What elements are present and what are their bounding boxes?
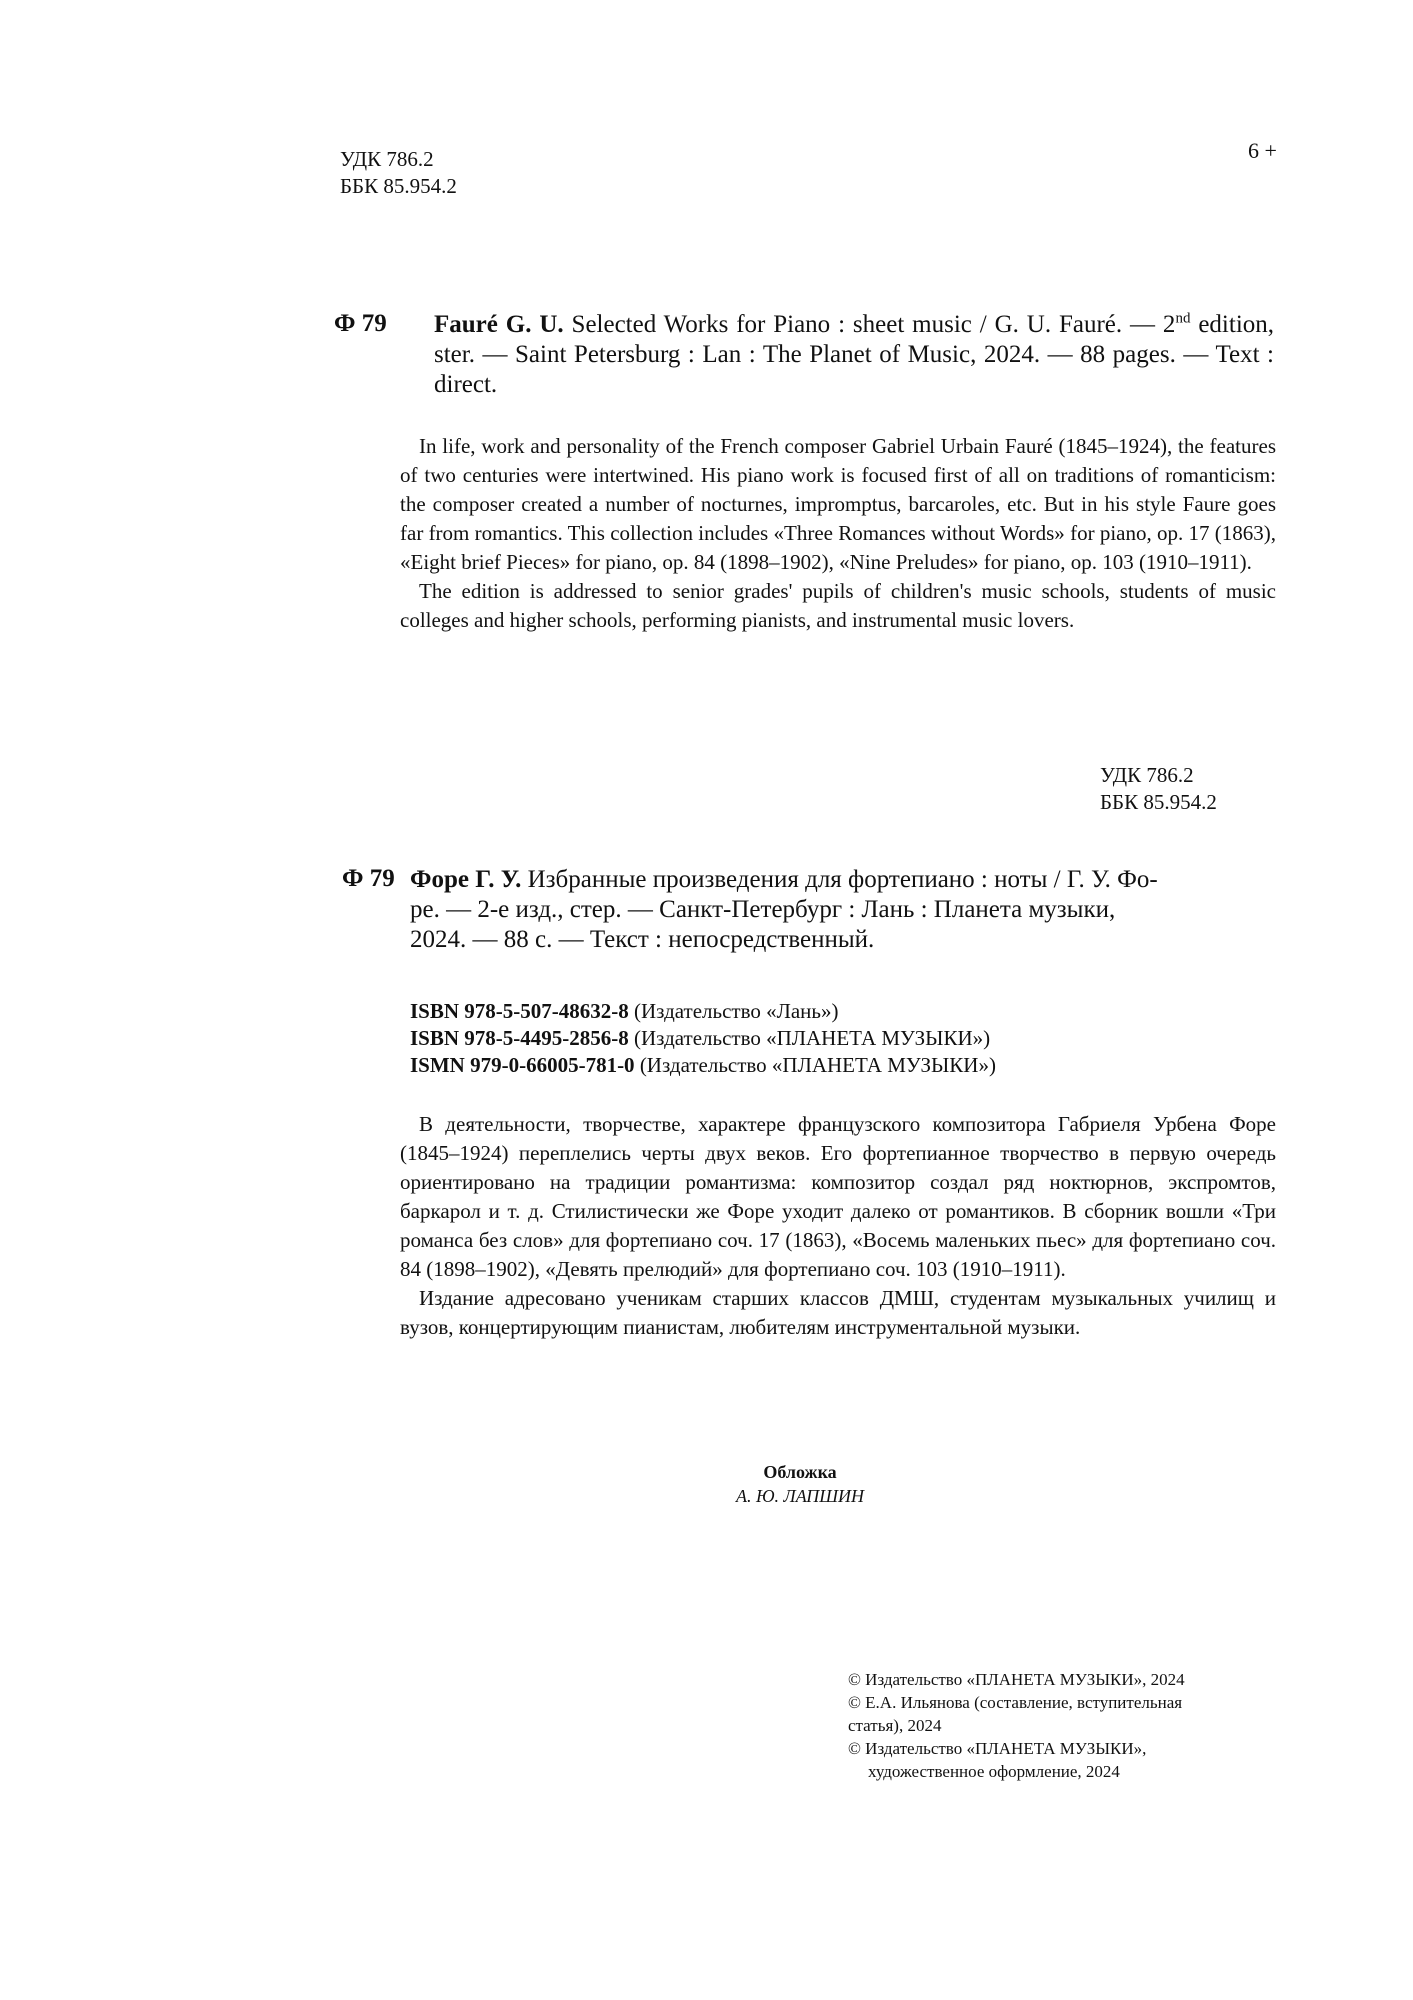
isbn-number: ISBN 978-5-507-48632-8: [410, 999, 629, 1023]
catalog-code-en: Ф 79: [334, 310, 387, 337]
abstract-ru: [400, 1110, 1276, 1342]
bbk-code-mid: ББК 85.954.2: [1100, 790, 1217, 814]
bbk-code: ББК 85.954.2: [340, 174, 457, 198]
ismn-publisher: (Издательство «ПЛАНЕТА МУЗЫКИ»): [634, 1053, 996, 1077]
imprint-en: edition, ster. — Saint Petersburg : Lan : The Planet of Music, 2024. — 88 pages. — Text : direct.: [434, 311, 1275, 398]
isbn-publisher: (Издательство «ПЛАНЕТА МУЗЫКИ»): [628, 1026, 991, 1050]
mid-classification: [1100, 762, 1217, 816]
catalog-entry-ru: [410, 865, 1266, 955]
copyright-line: статья), 2024: [848, 1716, 942, 1735]
udk-code: УДК 786.2: [340, 147, 434, 171]
abstract-ru-p2: Издание адресовано ученикам старших классов ДМШ, студентам музыкальных училищ и вузов, концертирующим пианистам, любителям инструментальной музыки.: [400, 1286, 1276, 1339]
copyright-line: художественное оформление, 2024: [868, 1762, 1120, 1781]
identifier-row: [410, 1025, 996, 1052]
title-ru-line3: 2024. — 88 с. — Текст : непосредственный.: [410, 926, 875, 953]
copyright-line: © Издательство «ПЛАНЕТА МУЗЫКИ», 2024: [848, 1670, 1185, 1689]
age-rating: 6 +: [1248, 138, 1277, 163]
title-ru-line2: ре. — 2-е изд., стер. — Санкт-Петербург : Лань : Планета музыки,: [410, 896, 1116, 923]
abstract-en-p2: The edition is addressed to senior grades' pupils of children's music schools, students of music colleges and higher schools, performing pianists, and instrumental music lovers.: [400, 579, 1276, 632]
top-classification: [340, 146, 457, 200]
catalog-code-ru: Ф 79: [342, 865, 395, 892]
udk-code-mid: УДК 786.2: [1100, 763, 1194, 787]
catalog-entry-en: [434, 310, 1274, 400]
abstract-ru-p1: В деятельности, творчестве, характере французского композитора Габриеля Урбена Форе (1845–1924) переплелись черты двух веков. Его фортепианное творчество в первую очередь ориентировано на традиции романтизма: композитор создал ряд ноктюрнов, экспромтов, баркарол и т. д. Стилистически же Форе уходит далеко от романтиков. В сборник вошли «Три романса без слов» для фортепиано соч. 17 (1863), «Восемь маленьких пьес» для фортепиано соч. 84 (1898–1902), «Девять прелюдий» для фортепиано соч. 103 (1910–1911).: [400, 1112, 1276, 1281]
copyright-line: © Е.А. Ильянова (составление, вступительная: [848, 1693, 1183, 1712]
cover-label: Обложка: [763, 1462, 837, 1482]
title-ru-line1: Избранные произведения для фортепиано : ноты / Г. У. Фо-: [521, 866, 1158, 893]
cover-designer: А. Ю. ЛАПШИН: [735, 1486, 865, 1506]
copyright-line: © Издательство «ПЛАНЕТА МУЗЫКИ»,: [848, 1739, 1147, 1758]
ismn-number: ISMN 979-0-66005-781-0: [410, 1053, 635, 1077]
edition-suffix: nd: [1175, 310, 1191, 327]
abstract-en-p1: In life, work and personality of the French composer Gabriel Urbain Fauré (1845–1924), the features of two centuries were intertwined. His piano work is focused first of all on traditions of romanticism: the composer created a number of nocturnes, impromptus, barcaroles, etc. But in his style Faure goes far from romantics. This collection includes «Three Romances without Words» for piano, op. 17 (1863), «Eight brief Pieces» for piano, op. 84 (1898–1902), «Nine Preludes» for piano, op. 103 (1910–1911).: [400, 434, 1276, 574]
author-ru: Форе Г. У.: [410, 866, 522, 893]
identifier-list: [410, 998, 996, 1079]
isbn-number: ISBN 978-5-4495-2856-8: [410, 1026, 629, 1050]
author-en: Fauré G. U.: [434, 311, 564, 338]
identifier-row: [410, 1052, 996, 1079]
cover-credit: [650, 1460, 950, 1508]
title-en: Selected Works for Piano : sheet music / G. U. Fauré. — 2: [563, 311, 1176, 338]
copyright-block: [848, 1668, 1268, 1783]
identifier-row: [410, 998, 996, 1025]
isbn-publisher: (Издательство «Лань»): [628, 999, 839, 1023]
abstract-en: [400, 432, 1276, 635]
